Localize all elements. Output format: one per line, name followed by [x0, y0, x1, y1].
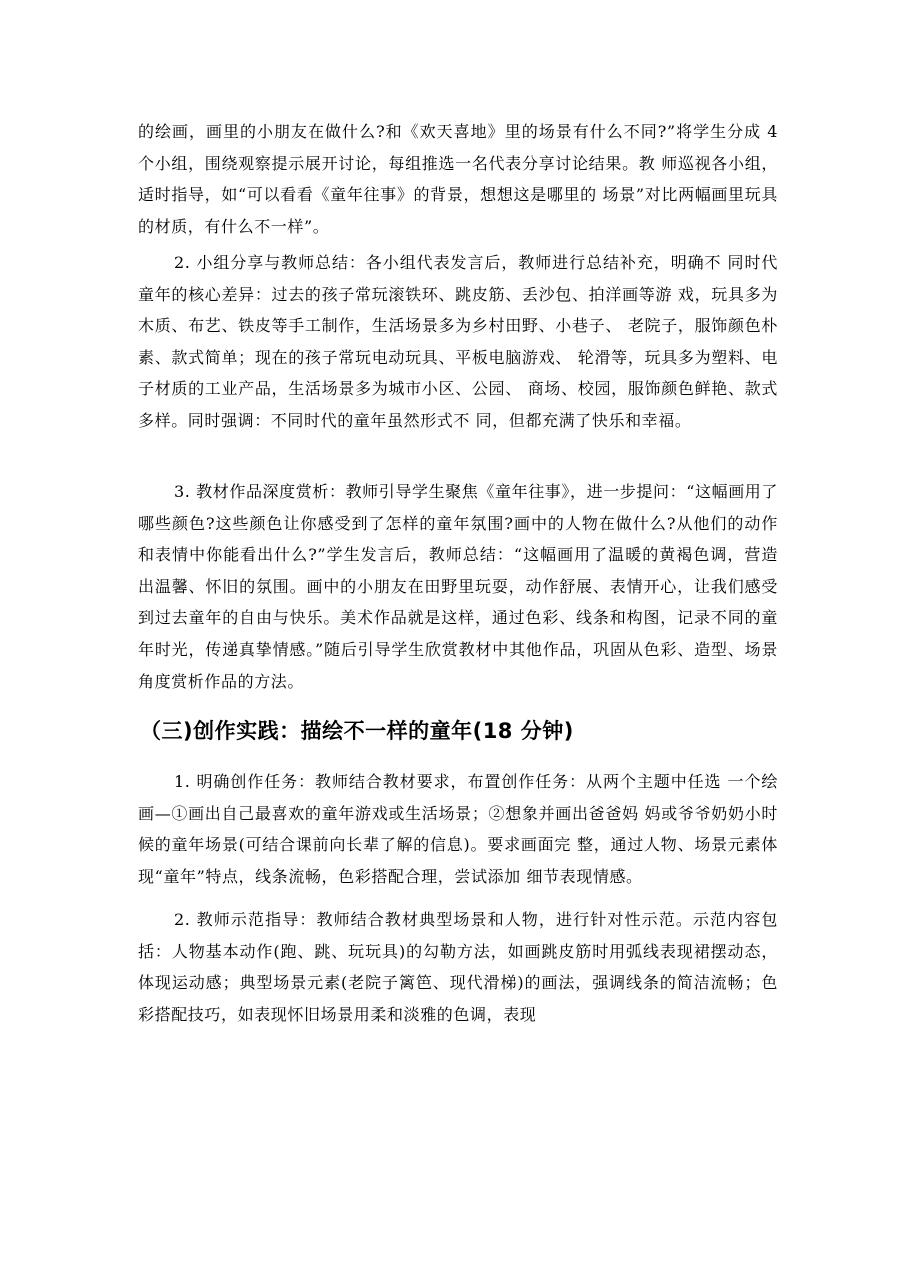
- paragraph-summary: 2. 小组分享与教师总结：各小组代表发言后，教师进行总结补充，明确不 同时代童年的核心差异：过去的孩子常玩滚铁环、跳皮筋、丢沙包、拍洋画等游 戏，玩具多为木质、布艺、铁皮等手工制作，生活场景多为乡村田野、小巷子、 老院子，服饰颜色朴素、款式简单；现在的孩子常玩电动玩具、平板电脑游戏、 轮滑等，玩具多为塑料、电子材质的工业产品，生活场景多为城市小区、公园、 商场、校园，服饰颜色鲜艳、款式多样。同时强调：不同时代的童年虽然形式不 同，但都充满了快乐和幸福。: [138, 253, 778, 430]
- section-heading: （三)创作实践：描绘不一样的童年(18 分钟): [140, 719, 574, 743]
- paragraph-creation-task: 1. 明确创作任务：教师结合教材要求，布置创作任务：从两个主题中任选 一个绘画—①画出自己最喜欢的童年游戏或生活场景；②想象并画出爸爸妈 妈或爷爷奶奶小时候的童年场景(可结合课前向长辈了解的信息)。要求画面完 整，通过人物、场景元素体现“童年”特点，线条流畅，色彩搭配合理，尝试添加 细节表现情感。: [138, 772, 778, 886]
- paragraph-appreciation: 3. 教材作品深度赏析：教师引导学生聚焦《童年往事》，进一步提问：“这幅画用了哪些颜色?这些颜色让你感受到了怎样的童年氛围?画中的人物在做什么?从他们的动作和表情中你能看出什么?”学生发言后，教师总结：“这幅画用了温暖的黄褐色调，营造出温馨、怀旧的氛围。画中的小朋友在田野里玩耍，动作舒展、表情开心，让我们感受到过去童年的自由与快乐。美术作品就是这样，通过色彩、线条和构图，记录不同的童年时光，传递真挚情感。”随后引导学生欣赏教材中其他作品，巩固从色彩、造型、场景角度赏析作品的方法。: [138, 482, 778, 691]
- paragraph-demonstration: 2. 教师示范指导：教师结合教材典型场景和人物，进行针对性示范。示范内容包括：人物基本动作(跑、跳、玩玩具)的勾勒方法，如画跳皮筋时用弧线表现裙摆动态，体现运动感；典型场景元素(老院子篱笆、现代滑梯)的画法，强调线条的简洁流畅；色彩搭配技巧，如表现怀旧场景用柔和淡雅的色调，表现: [138, 910, 778, 1024]
- paragraph-group-discussion: 的绘画，画里的小朋友在做什么?和《欢天喜地》里的场景有什么不同?”将学生分成 4 个小组，围绕观察提示展开讨论，每组推选一名代表分享讨论结果。教 师巡视各小组，适时指导，如“可以看看《童年往事》的背景，想想这是哪里的 场景”对比两幅画里玩具的材质，有什么不一样”。: [138, 122, 778, 236]
